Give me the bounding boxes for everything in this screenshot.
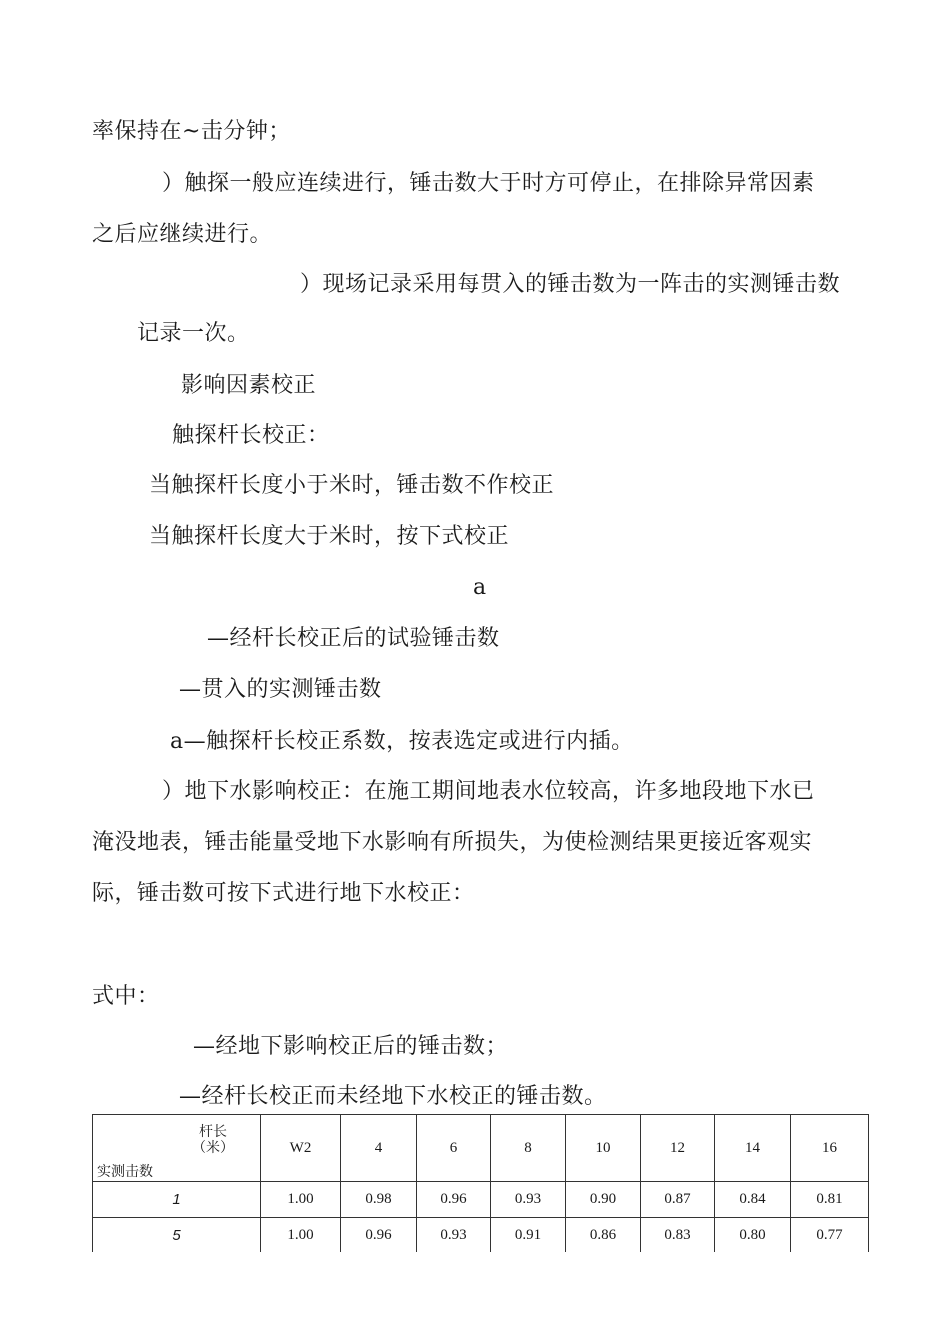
table-cell: 0.96 (417, 1182, 491, 1218)
formula-definition: —经杆长校正后的试验锤击数 (207, 626, 500, 651)
column-header: 16 (791, 1115, 869, 1182)
para-line: 际，锤击数可按下式进行地下水校正： (92, 881, 475, 906)
para-line: ）现场记录采用每贯入的锤击数为一阵击的实测锤击数 (300, 272, 841, 297)
table-cell: 1.00 (261, 1182, 341, 1218)
formula-definition: a—触探杆长校正系数，按表选定或进行内插。 (170, 729, 634, 754)
table-cell: 0.98 (341, 1182, 417, 1218)
table-cell: 0.81 (791, 1182, 869, 1218)
table-cell: 1.00 (261, 1218, 341, 1254)
para-line: 率保持在~击分钟； (92, 119, 291, 144)
table-row (93, 1182, 869, 1218)
subsection-heading: 触探杆长校正： (172, 423, 330, 448)
table-cell: 0.77 (791, 1218, 869, 1254)
column-header: 8 (491, 1115, 566, 1182)
para-line: ）触探一般应连续进行，锤击数大于时方可停止，在排除异常因素 (162, 171, 815, 196)
column-header: W2 (261, 1115, 341, 1182)
corner-top-label: 杆长 （米） (192, 1125, 234, 1156)
table-cell: 0.86 (566, 1218, 641, 1254)
para-line: 记录一次。 (137, 321, 250, 346)
column-header: 10 (566, 1115, 641, 1182)
table-cell: 0.93 (417, 1218, 491, 1254)
row-label: 5 (93, 1218, 261, 1254)
column-header: 4 (341, 1115, 417, 1182)
para-line: 当触探杆长度大于米时，按下式校正 (149, 524, 510, 549)
table-cell: 0.80 (715, 1218, 791, 1254)
column-header: 12 (641, 1115, 715, 1182)
column-header: 14 (715, 1115, 791, 1182)
table-header-row (93, 1115, 869, 1182)
section-heading: 影响因素校正 (181, 373, 317, 398)
table-cell: 0.93 (491, 1182, 566, 1218)
table-cell: 0.91 (491, 1218, 566, 1254)
table-cell: 0.87 (641, 1182, 715, 1218)
table-corner-cell (93, 1115, 261, 1182)
para-line: 淹没地表，锤击能量受地下水影响有所损失，为使检测结果更接近客观实 (92, 830, 813, 855)
corner-bottom-label: 实测击数 (97, 1165, 153, 1180)
rod-length-correction-table (92, 1114, 869, 1254)
formula-definition: —经地下影响校正后的锤击数； (193, 1034, 509, 1059)
table-row (93, 1218, 869, 1254)
table-cell: 0.96 (341, 1218, 417, 1254)
formula-symbol: a (473, 575, 487, 600)
table-cell: 0.83 (641, 1218, 715, 1254)
table-cell: 0.84 (715, 1182, 791, 1218)
formula-definition: —经杆长校正而未经地下水校正的锤击数。 (179, 1084, 607, 1109)
para-line: 当触探杆长度小于米时，锤击数不作校正 (149, 473, 555, 498)
formula-definition: —贯入的实测锤击数 (179, 677, 382, 702)
row-label: 1 (93, 1182, 261, 1218)
column-header: 6 (417, 1115, 491, 1182)
page-bottom-margin (0, 1252, 950, 1344)
para-line: ）地下水影响校正：在施工期间地表水位较高，许多地段地下水已 (162, 779, 815, 804)
para-line: 之后应继续进行。 (92, 222, 273, 247)
para-line: 式中： (92, 984, 160, 1009)
table-cell: 0.90 (566, 1182, 641, 1218)
